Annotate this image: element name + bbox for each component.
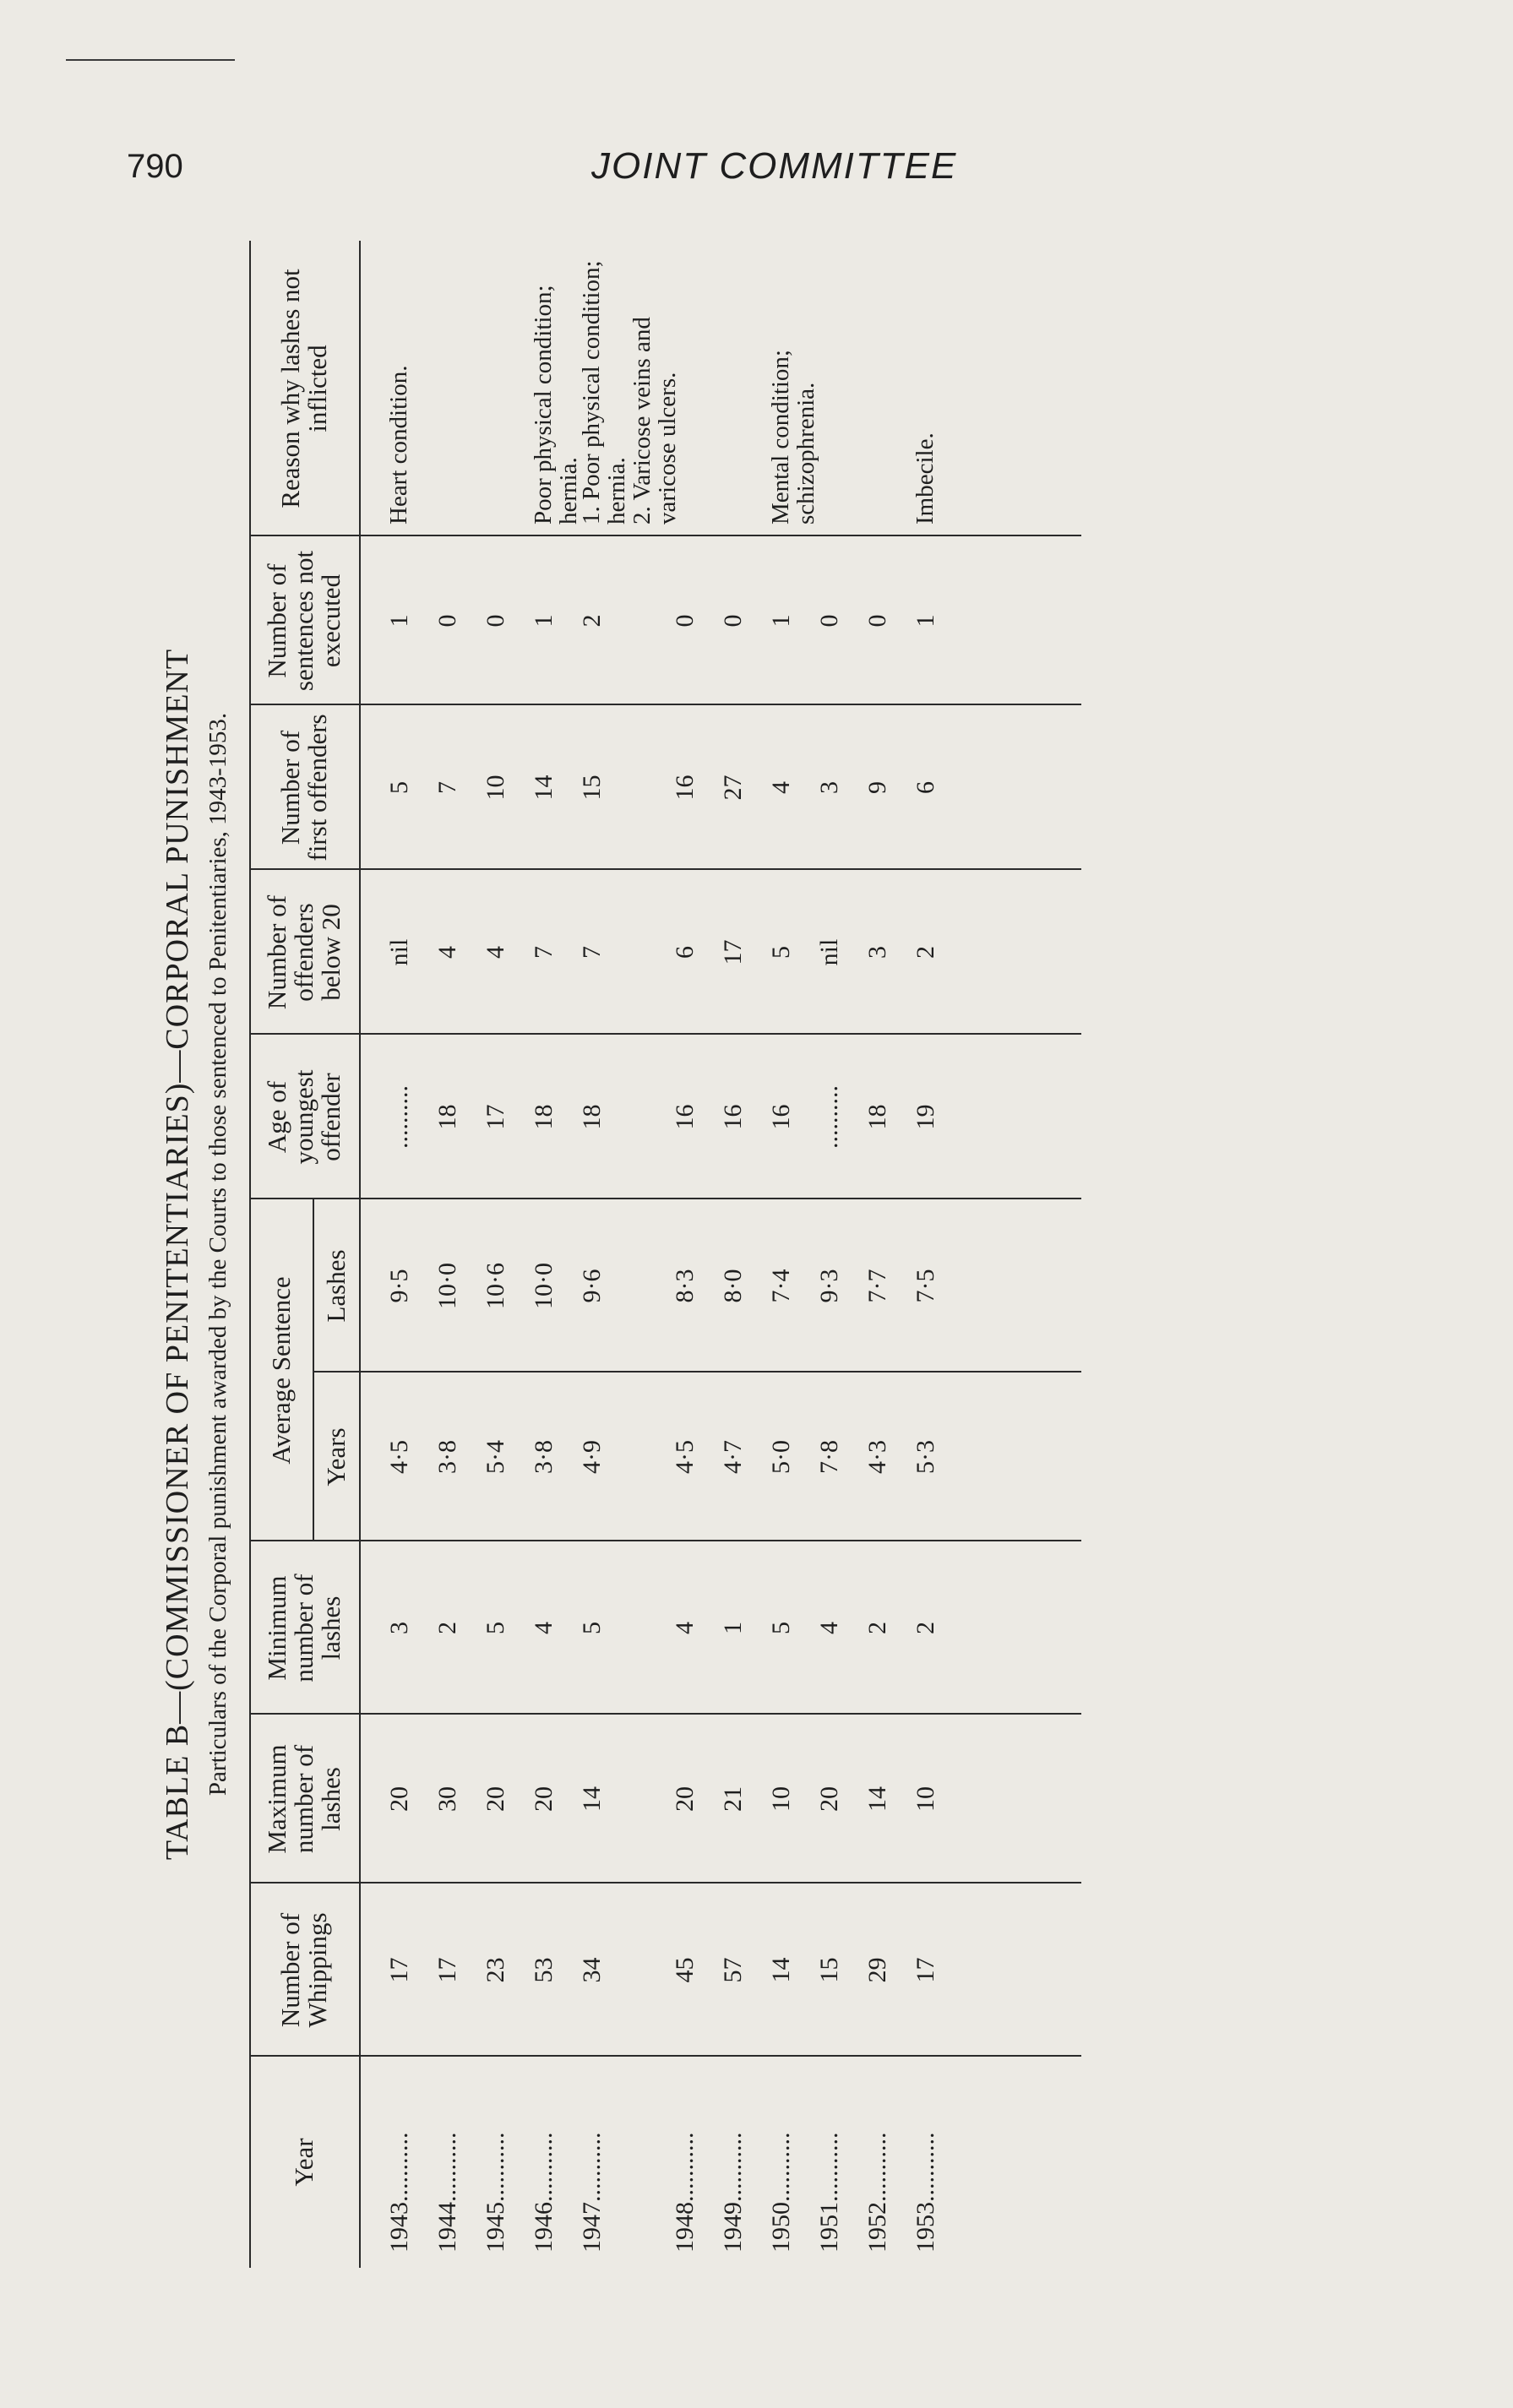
cell-below20: 2 xyxy=(912,946,939,959)
cell-reason: 1. Poor physical condition; hernia. 2. Varicose veins and varicose ulcers. xyxy=(578,260,681,525)
cell-whippings: 45 xyxy=(671,1957,699,1983)
cell-youngest: 18 xyxy=(863,1104,891,1130)
cell-lashes: 10·0 xyxy=(433,1263,461,1309)
cell-not-exec: 1 xyxy=(385,614,413,628)
cell-lashes: 7·7 xyxy=(863,1269,891,1303)
cell-not-exec: 0 xyxy=(433,614,461,628)
cell-year: 1943........... xyxy=(385,2132,413,2253)
cell-not-exec: 0 xyxy=(719,614,747,628)
cell-years: 4·5 xyxy=(671,1440,699,1474)
cell-lashes: 9·3 xyxy=(815,1269,843,1303)
cell-lashes: 7·4 xyxy=(767,1269,795,1303)
header-max-lashes: Maximum number of lashes xyxy=(262,1744,346,1854)
table-subtitle: Particulars of the Corporal punishment awarded by the Courts to those sentenced to Penitentiaries, 1943-1953. xyxy=(204,712,231,1796)
cell-lashes: 7·5 xyxy=(912,1269,939,1303)
header-avg-years: Years xyxy=(320,1427,351,1487)
cell-youngest: 16 xyxy=(719,1104,747,1130)
cell-years: 4·5 xyxy=(385,1440,413,1474)
cell-whippings: 34 xyxy=(578,1957,606,1983)
cell-year: 1947........... xyxy=(578,2132,606,2253)
cell-not-exec: 0 xyxy=(863,614,891,628)
cell-year: 1953........... xyxy=(912,2132,939,2253)
cell-years: 5·4 xyxy=(482,1440,509,1474)
cell-years: 7·8 xyxy=(815,1440,843,1474)
cell-first: 14 xyxy=(530,775,558,801)
cell-whippings: 57 xyxy=(719,1957,747,1983)
top-rule xyxy=(66,59,235,61)
cell-min: 3 xyxy=(385,1622,413,1634)
cell-youngest: 16 xyxy=(671,1104,699,1130)
header-whippings: Number of Whippings xyxy=(275,1912,332,2028)
header-avg-lashes: Lashes xyxy=(320,1249,351,1323)
cell-min: 5 xyxy=(767,1622,795,1634)
cell-min: 1 xyxy=(719,1622,747,1634)
cell-min: 5 xyxy=(578,1622,606,1634)
cell-below20: 5 xyxy=(767,946,795,959)
cell-min: 2 xyxy=(863,1622,891,1634)
cell-year: 1950........... xyxy=(767,2132,795,2253)
cell-min: 4 xyxy=(671,1622,699,1634)
cell-years: 5·0 xyxy=(767,1440,795,1474)
table-title: TABLE B—(COMMISSIONER OF PENITENTIARIES)—CORPORAL PUNISHMENT xyxy=(160,648,195,1861)
cell-below20: 7 xyxy=(578,946,606,959)
cell-lashes: 9·5 xyxy=(385,1269,413,1303)
cell-years: 3·8 xyxy=(433,1440,461,1474)
cell-first: 27 xyxy=(719,775,747,801)
cell-youngest: 19 xyxy=(912,1104,939,1130)
cell-below20: 7 xyxy=(530,946,558,959)
cell-whippings: 17 xyxy=(385,1957,413,1983)
cell-first: 5 xyxy=(385,781,413,794)
cell-lashes: 8·3 xyxy=(671,1269,699,1303)
corporal-punishment-table xyxy=(152,241,1132,2268)
cell-whippings: 17 xyxy=(912,1957,939,1983)
cell-not-exec: 0 xyxy=(671,614,699,628)
cell-first: 6 xyxy=(912,781,939,794)
cell-first: 7 xyxy=(433,781,461,794)
cell-first: 3 xyxy=(815,781,843,794)
cell-first: 9 xyxy=(863,781,891,794)
cell-year: 1944........... xyxy=(433,2132,461,2253)
cell-min: 2 xyxy=(433,1622,461,1634)
header-average-sentence: Average Sentence xyxy=(265,1276,296,1465)
cell-lashes: 10·6 xyxy=(482,1263,509,1309)
cell-below20: nil xyxy=(815,938,843,966)
cell-max: 20 xyxy=(530,1786,558,1812)
cell-reason: Mental condition; schizophrenia. xyxy=(767,350,819,525)
header-youngest-age: Age of youngest offender xyxy=(262,1069,346,1165)
cell-not-exec: 1 xyxy=(767,614,795,628)
cell-youngest: 18 xyxy=(433,1104,461,1130)
cell-year: 1948........... xyxy=(671,2132,699,2253)
cell-min: 5 xyxy=(482,1622,509,1634)
header-first-offenders: Number of first offenders xyxy=(275,714,332,862)
cell-max: 20 xyxy=(385,1786,413,1812)
cell-not-exec: 1 xyxy=(530,614,558,628)
cell-youngest: 16 xyxy=(767,1104,795,1130)
cell-lashes: 9·6 xyxy=(578,1269,606,1303)
cell-below20: 17 xyxy=(719,939,747,965)
cell-max: 20 xyxy=(671,1786,699,1812)
cell-first: 15 xyxy=(578,775,606,801)
cell-max: 30 xyxy=(433,1786,461,1812)
header-bottom-rule xyxy=(359,241,361,2268)
cell-years: 4·3 xyxy=(863,1440,891,1474)
header-min-lashes: Minimum number of lashes xyxy=(262,1574,346,1682)
cell-years: 3·8 xyxy=(530,1440,558,1474)
cell-year: 1945........... xyxy=(482,2132,509,2253)
cell-youngest: .......... xyxy=(815,1085,843,1149)
cell-reason: Imbecile. xyxy=(912,432,939,525)
cell-whippings: 14 xyxy=(767,1957,795,1983)
cell-whippings: 15 xyxy=(815,1957,843,1983)
cell-whippings: 17 xyxy=(433,1957,461,1983)
running-head: JOINT COMMITTEE xyxy=(591,145,958,187)
cell-not-exec: 2 xyxy=(578,614,606,628)
cell-max: 14 xyxy=(578,1786,606,1812)
cell-below20: 3 xyxy=(863,946,891,959)
cell-years: 4·9 xyxy=(578,1440,606,1474)
cell-youngest: 18 xyxy=(578,1104,606,1130)
cell-min: 2 xyxy=(912,1622,939,1634)
cell-first: 10 xyxy=(482,775,509,801)
cell-max: 20 xyxy=(482,1786,509,1812)
cell-lashes: 8·0 xyxy=(719,1269,747,1303)
cell-below20: 4 xyxy=(433,946,461,959)
header-reason: Reason why lashes not inflicted xyxy=(275,269,332,508)
cell-max: 20 xyxy=(815,1786,843,1812)
cell-below20: 4 xyxy=(482,946,509,959)
header-not-executed: Number of sentences not executed xyxy=(262,550,346,692)
cell-years: 4·7 xyxy=(719,1440,747,1474)
rotated-table-block xyxy=(152,241,1132,2268)
cell-whippings: 23 xyxy=(482,1957,509,1983)
cell-not-exec: 0 xyxy=(482,614,509,628)
cell-youngest: .......... xyxy=(385,1085,413,1149)
cell-max: 21 xyxy=(719,1786,747,1812)
cell-whippings: 53 xyxy=(530,1957,558,1983)
cell-reason: Heart condition. xyxy=(385,365,412,525)
cell-youngest: 17 xyxy=(482,1104,509,1130)
cell-youngest: 18 xyxy=(530,1104,558,1130)
cell-whippings: 29 xyxy=(863,1957,891,1983)
page-number: 790 xyxy=(127,148,183,185)
header-below-20: Number of offenders below 20 xyxy=(262,894,346,1010)
cell-year: 1949........... xyxy=(719,2132,747,2253)
cell-max: 10 xyxy=(767,1786,795,1812)
cell-reason: Poor physical condition; hernia. xyxy=(530,285,582,525)
cell-lashes: 10·0 xyxy=(530,1263,558,1309)
cell-max: 14 xyxy=(863,1786,891,1812)
cell-below20: nil xyxy=(385,938,413,966)
cell-first: 16 xyxy=(671,775,699,801)
cell-years: 5·3 xyxy=(912,1440,939,1474)
cell-not-exec: 1 xyxy=(912,614,939,628)
cell-first: 4 xyxy=(767,781,795,794)
cell-min: 4 xyxy=(530,1622,558,1634)
cell-max: 10 xyxy=(912,1786,939,1812)
header-year: Year xyxy=(289,2138,318,2187)
cell-year: 1951........... xyxy=(815,2132,843,2253)
cell-below20: 6 xyxy=(671,946,699,959)
cell-not-exec: 0 xyxy=(815,614,843,628)
cell-year: 1946........... xyxy=(530,2132,558,2253)
cell-year: 1952........... xyxy=(863,2132,891,2253)
cell-min: 4 xyxy=(815,1622,843,1634)
